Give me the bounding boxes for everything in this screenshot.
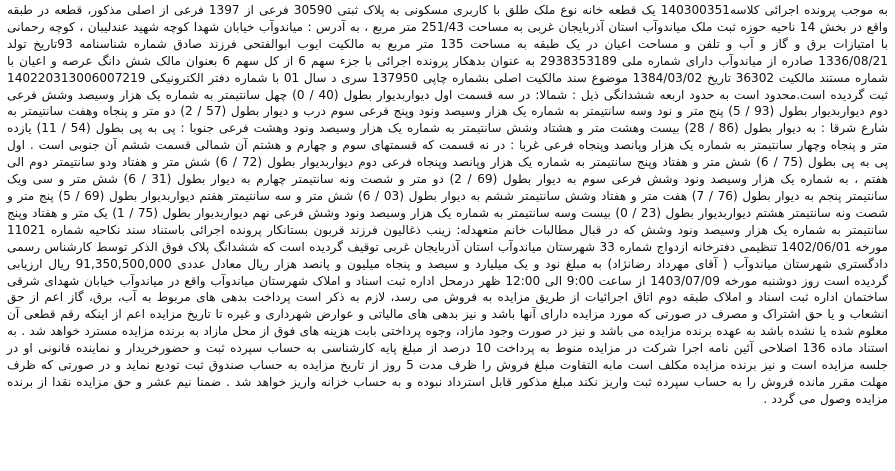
- auction-notice-body-text: به موجب پرونده اجرائی کلاسه140300351 یک قطعه خانه نوع ملک طلق با کاربری مسکونی به پلاک ثبتی 30590 فرعی از 1397 فرعی از اصلی مذکور، قطعه در طبقه واقع در بخش 14 ناحیه حوزه ثبت ملک میاندوآب استان آذربایجان غربی به مساحت 251/43 متر مربع ، به آدرس : میاندوآب خیابان شهدا کوچه شهید عندلیبان ، کوچه رحمانی با امتیازات برق و گاز و آب و تلفن و مساحت اعیان در یک طبقه به مساحت 135 متر مربع به مالکیت ایوب ابوالفتحی فرزند صادق شماره شناسنامه 93تاریخ تولد 1336/08/21 صادره از میاندوآب دارای شماره ملی 2938353189 به عنوان بدهکار پرونده اجرائی با جزء سهم 6 از کل سهم 6 بعنوان مالک شش دانگ عرصه و اعیان با شماره مستند مالکیت 36302 تاریخ 1384/03/02 موضوع سند مالکیت اصلی بشماره چاپی 137950 سری د سال 01 با شماره دفتر الکترونیکی 140220313006007219 ثبت گردیده است.محدود است به حدود اربعه ششدانگی ذیل : شمالا: در سه قسمت اول دیواربدیوار بطول (40 / 0) چهل سانتیمتر به شماره یک هزار وسیصد وشش فرعی دوم دیواربدیوار بطول (93 / 5) پنج متر و نود وسه سانتیمتر به شماره یک هزار وسیصد ونود وپنج فرعی سوم درب و دیوار بطول (57 / 2) دو متر و پنجاه وهفت سانتیمتر به شارع شرقا : به دیوار بطول (86 / 28) بیست وهشت متر و هشتاد وشش سانتیمتر به شماره یک هزار وسیصد ونود وهشت فرعی جنوبا : پی به پی بطول (54 / 11) یازده متر و پنجاه وچهار سانتیمتر به شماره یک هزار وپانصد وپنجاه فرعی غربا : در نه قسمت که قسمتهای سوم و چهارم و هشتم آن شمالی قسمت ششم آن جنوبی است . اول پی به پی بطول (75 / 6) شش متر و هفتاد وپنج سانتیمتر به شماره یک هزار وپانصد وپنجاه فرعی دوم دیواربدیوار بطول (72 / 6) شش متر و هفتاد ودو سانتیمتر دوم الی هفتم ، به شماره یک هزار وسیصد ونود وشش فرعی سوم به دیوار بطول (69 / 2) دو متر و شصت ونه سانتیمتر چهارم به دیوار بطول (31 / 6) شش متر و سی ویک سانتیمتر پنجم به دیوار بطول (76 / 7) هفت متر و هفتاد وشش سانتیمتر ششم به دیوار بطول (03 / 6) شش متر و سه سانتیمتر هفتم دیواربدیوار بطول (69 / 5) پنج متر و شصت ونه سانتیمتر هشتم دیواربدیوار بطول (23 / 0) بیست وسه سانتیمتر به شماره یک هزار وسیصد ونود وشش فرعی نهم دیواربدیوار بطول (75 / 1) یک متر و هفتاد وپنج سانتیمتر به شماره یک هزار وسیصد ونود وشش که در قبال مطالبات خانم متعهدله: زینب ذغالیون فرزند قربون بستانکار پرونده اجرائی باستناد سند نکاحیه شماره 11021 مورخه 1402/06/01 تنظیمی دفترخانه ازدواج شماره 33 شهرستان میاندوآب استان آذربایجان غربی توقیف گردیده است که ششدانگ پلاک فوق الذکر توسط کارشناس رسمی دادگستری شهرستان میاندوآب ( آقای مهرداد رضانژاد) به مبلغ نود و یک میلیارد و سیصد و پنجاه میلیون و پانصد هزار ریال معادل عددی 91,350,500,000 ریال ارزیابی گردیده است روز دوشنبه مورخه 1403/07/09 از ساعت 9:00 الی 12:00 ظهر درمحل اداره ثبت اسناد و املاک شهرستان میاندوآب واقع در میاندوآب خیابان شهدای شرقی ساختمان اداره ثبت اسناد و املاک طبقه دوم اتاق اجرائیات از طریق مزایده به فروش می رسد، لازم به ذکر است پرداخت بدهی های مربوط به آب، برق، گاز اعم از حق انشعاب و یا حق اشتراک و مصرف در صورتی که مورد مزایده دارای آنها باشد و نیز بدهی های مالیاتی و عوارض شهرداری و غیره تا تاریخ مزایده اعم از اینکه رقم قطعی آن معلوم شده یا نشده باشد به عهده برنده مزایده می باشد و نیز در صورت وجود مازاد، وجوه پرداختی بابت هزینه های فوق از محل مازاد به برنده مزایده مسترد خواهد شد . به استناد ماده 136 اصلاحی آئین نامه اجرا شرکت در مزایده منوط به پرداخت 10 درصد از مبلغ پایه کارشناسی به حساب سپرده ثبت و حضورخریدار و نماینده قانونی او در جلسه مزایده است و نیز برنده مزایده مکلف است مابه التفاوت مبلغ فروش را ظرف مدت 5 روز از تاریخ مزایده به حساب صندوق ثبت تودیع نماید و در صورتی که ظرف مهلت مقرر مانده فروش را به حساب سپرده ثبت واریز نکند مبلغ مذکور قابل استرداد نبوده و به حساب خزانه واریز خواهد شد . ضمنا نیم عشر و حق مزایده نقدا از برنده مزایده وصول می گردد .: [7, 3, 889, 406]
